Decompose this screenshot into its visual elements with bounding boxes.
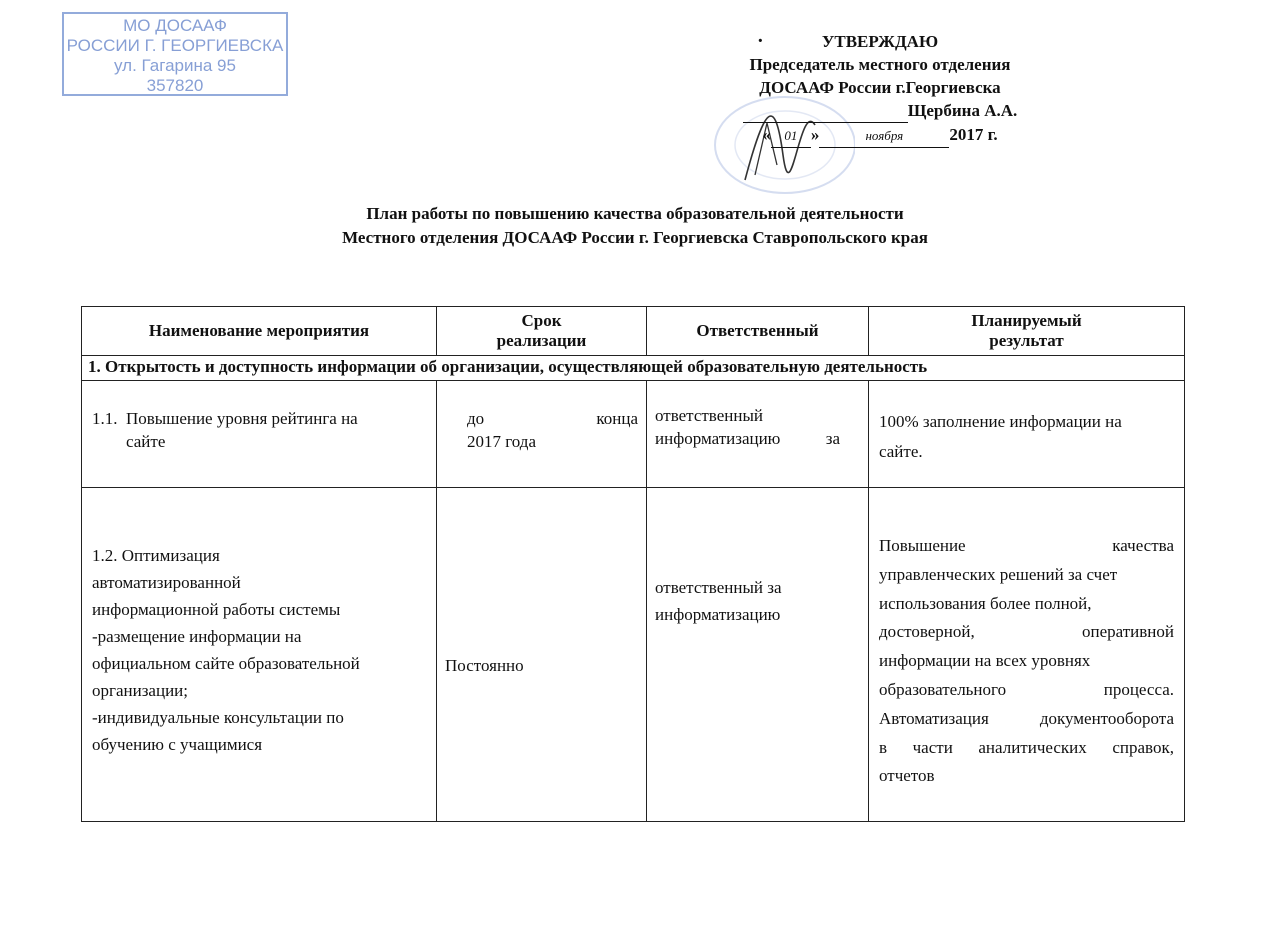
title-line-1: План работы по повышению качества образовательной деятельности <box>366 204 904 223</box>
r2-w: справок, <box>1112 737 1174 757</box>
r2-w: части <box>912 737 953 757</box>
row2-resp-line1: ответственный за <box>655 578 782 597</box>
r2-line: управленческих решений за счет <box>879 564 1118 584</box>
row2-name-line: -индивидуальные консультации по <box>92 708 344 727</box>
r2-w: оперативной <box>1082 622 1174 642</box>
date-year: 2017 г. <box>949 125 998 144</box>
row1-resp-word2: за <box>825 429 840 448</box>
work-plan-table <box>81 306 1185 822</box>
row1-name-line1: Повышение уровня рейтинга на <box>126 409 358 428</box>
signature-blank <box>743 99 908 123</box>
row2-result-cell <box>869 488 1185 822</box>
row1-name-cell <box>82 381 437 488</box>
approval-block <box>700 30 1060 148</box>
mark-dot: · <box>757 30 764 52</box>
row1-period-line2: 2017 года <box>467 432 537 451</box>
row1-number: 1.1. <box>92 409 118 428</box>
stamp-line-3: ул. Гагарина 95 <box>114 56 236 75</box>
row1-period-word1: до <box>467 409 485 428</box>
r2-line: отчетов <box>879 766 935 786</box>
row1-period-cell <box>437 381 647 488</box>
row2-name-line: организации; <box>92 681 188 700</box>
date-month: ноября <box>819 124 949 148</box>
r2-w: Автоматизация <box>879 708 989 728</box>
row2-period: Постоянно <box>445 656 524 675</box>
r2-w: качества <box>1112 536 1174 555</box>
stamp-line-2: РОССИИ Г. ГЕОРГИЕВСКА <box>66 36 284 55</box>
row1-name-line2: сайте <box>126 432 166 451</box>
row2-name-cell <box>82 488 437 822</box>
approval-position: Председатель местного отделения <box>749 55 1011 74</box>
header-result-top: Планируемый <box>971 311 1082 330</box>
table-row <box>82 381 1185 488</box>
row2-name-line: обучению с учащимися <box>92 735 263 754</box>
approval-signature-line <box>700 99 1060 123</box>
row2-name-line: официальном сайте образовательной <box>92 654 360 673</box>
row1-responsible-cell <box>647 381 869 488</box>
approval-heading: УТВЕРЖДАЮ <box>821 32 939 51</box>
row2-name-line: информационной работы системы <box>92 600 341 619</box>
stamp-line-4: 357820 <box>146 76 204 95</box>
header-result-bottom: результат <box>989 331 1064 350</box>
r2-w: Повышение <box>879 536 966 555</box>
r2-w: в <box>879 737 888 757</box>
organization-stamp <box>62 12 288 96</box>
date-day: 01 <box>771 124 811 148</box>
r2-w: достоверной, <box>879 622 975 642</box>
date-open-quote: « <box>762 125 771 144</box>
document-title <box>200 202 1070 250</box>
row1-resp-line1: ответственный <box>655 406 763 425</box>
row1-period-word2: конца <box>596 409 638 428</box>
r2-w: документооборота <box>1039 708 1174 728</box>
r2-w: аналитических <box>978 737 1087 757</box>
date-close-quote: » <box>810 125 820 144</box>
r2-w: образовательного <box>879 679 1007 699</box>
row2-resp-line2: информатизацию <box>655 605 781 624</box>
r2-line: использования более полной, <box>879 593 1092 613</box>
header-period <box>437 307 647 356</box>
approval-organization: ДОСААФ России г.Георгиевска <box>759 78 1001 97</box>
header-period-bottom: реализации <box>496 331 587 350</box>
row2-responsible-cell <box>647 488 869 822</box>
section-row <box>82 356 1185 381</box>
row2-name-line: 1.2. Оптимизация <box>92 546 220 565</box>
row1-result-line2: сайте. <box>879 442 923 461</box>
table-row <box>82 488 1185 822</box>
section-title: 1. Открытость и доступность информации об организации, осуществляющей образовательную деятельность <box>82 356 1185 381</box>
header-responsible: Ответственный <box>647 307 869 356</box>
stamp-line-1: МО ДОСААФ <box>123 16 227 35</box>
title-line-2: Местного отделения ДОСААФ России г. Георгиевска Ставропольского края <box>342 228 928 247</box>
r2-line: информации на всех уровнях <box>879 651 1091 671</box>
approval-date <box>700 123 1060 148</box>
row2-period-cell <box>437 488 647 822</box>
header-period-top: Срок <box>521 311 562 330</box>
approval-signatory: Щербина А.А. <box>907 101 1018 120</box>
row2-name-line: автоматизированной <box>92 573 241 592</box>
header-name: Наименование мероприятия <box>82 307 437 356</box>
r2-w: процесса. <box>1103 679 1174 699</box>
row2-name-line: -размещение информации на <box>92 627 302 646</box>
header-result <box>869 307 1185 356</box>
row1-result-cell <box>869 381 1185 488</box>
row1-resp-word1: информатизацию <box>655 429 781 448</box>
table-header-row <box>82 307 1185 356</box>
row1-result-line1: 100% заполнение информации на <box>879 412 1122 431</box>
